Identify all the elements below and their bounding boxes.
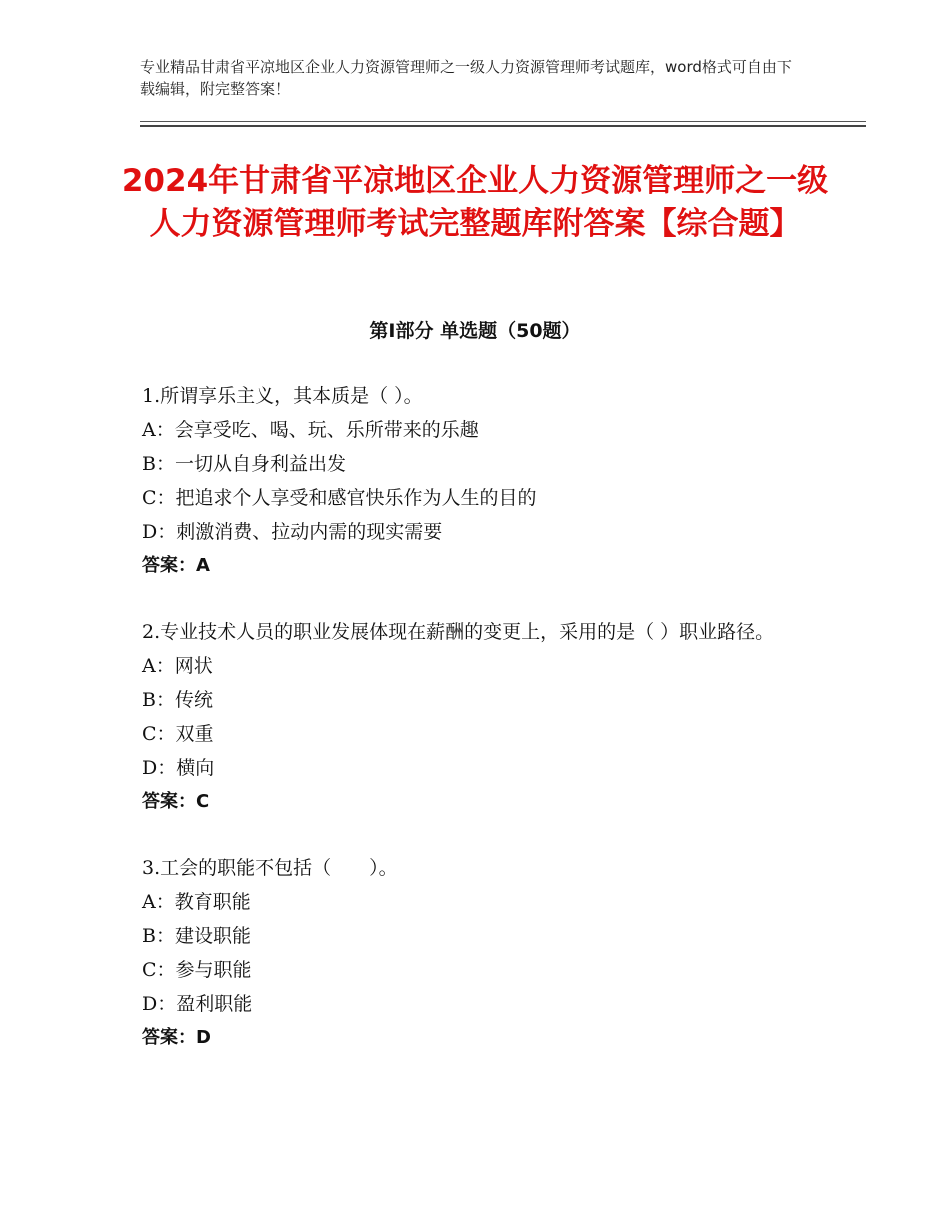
- question-2: [142, 616, 822, 819]
- answer: 答案：C: [142, 791, 210, 812]
- header-divider-thin: [140, 121, 866, 122]
- question-stem: 3.工会的职能不包括（ ）。: [142, 857, 398, 879]
- option-b: B：一切从自身利益出发: [142, 453, 346, 475]
- option-a: A：网状: [142, 655, 213, 677]
- answer: 答案：D: [142, 1027, 211, 1048]
- option-c: C：把追求个人享受和感官快乐作为人生的目的: [142, 487, 537, 509]
- question-stem: 2.专业技术人员的职业发展体现在薪酬的变更上，采用的是（ ）职业路径。: [142, 621, 775, 643]
- header-divider-thick: [140, 125, 866, 127]
- question-stem: 1.所谓享乐主义，其本质是（ ）。: [142, 385, 423, 407]
- question-list: [142, 380, 822, 1088]
- option-c: C：双重: [142, 723, 214, 745]
- section-heading: 第Ⅰ部分 单选题（50题）: [369, 320, 581, 342]
- option-d: D：横向: [142, 757, 215, 779]
- option-d: D：刺激消费、拉动内需的现实需要: [142, 521, 443, 543]
- document-title: 2024年甘肃省平凉地区企业人力资源管理师之一级人力资源管理师考试完整题库附答案【综合题】: [121, 163, 829, 242]
- option-d: D：盈利职能: [142, 993, 253, 1015]
- question-1: [142, 380, 822, 583]
- option-b: B：传统: [142, 689, 213, 711]
- question-3: [142, 852, 822, 1055]
- option-a: A：会享受吃、喝、玩、乐所带来的乐趣: [142, 419, 479, 441]
- option-b: B：建设职能: [142, 925, 251, 947]
- option-c: C：参与职能: [142, 959, 252, 981]
- option-a: A：教育职能: [142, 891, 251, 913]
- answer: 答案：A: [142, 555, 210, 576]
- header-note: 专业精品甘肃省平凉地区企业人力资源管理师之一级人力资源管理师考试题库，word格式可自由下载编辑，附完整答案！: [140, 58, 792, 98]
